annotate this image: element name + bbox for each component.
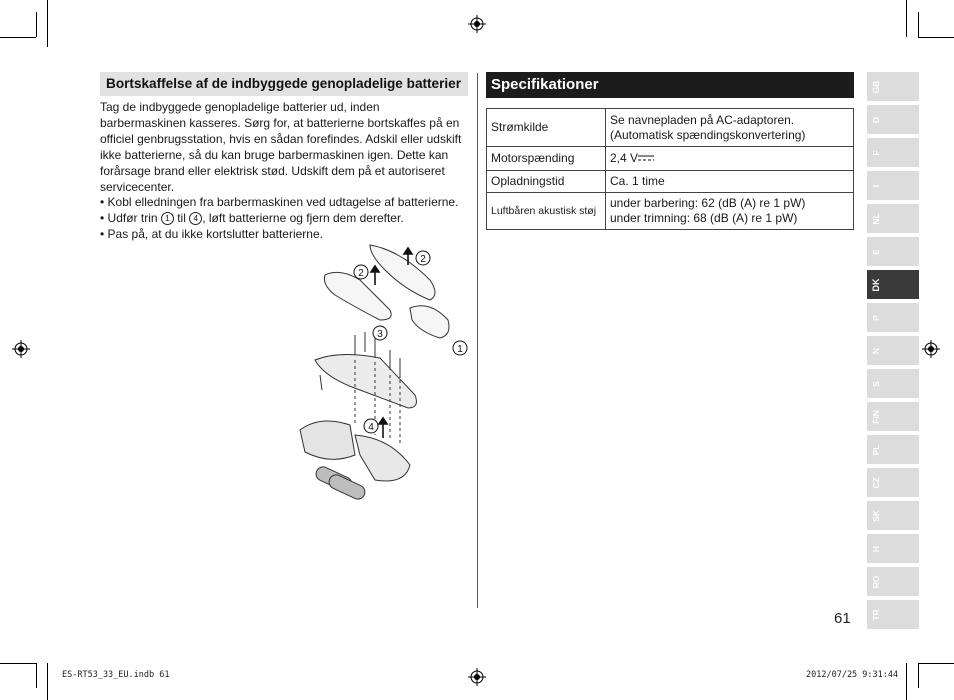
tab-f[interactable] bbox=[867, 138, 919, 167]
callout-label: 2 bbox=[358, 268, 364, 279]
crop-mark bbox=[0, 663, 36, 664]
spec-value-line: (Automatisk spændingskonvertering) bbox=[610, 127, 806, 142]
crop-mark bbox=[0, 37, 36, 38]
tab-pl[interactable] bbox=[867, 435, 919, 464]
crop-mark bbox=[906, 0, 907, 37]
spec-value-line: under barbering: 62 (dB (A) re 1 pW) bbox=[610, 196, 806, 210]
disposal-bullet-1: • Kobl elledningen fra barbermaskinen ved udtagelse af batterierne. bbox=[100, 195, 459, 210]
tab-dk[interactable] bbox=[867, 270, 919, 299]
specifications-section bbox=[486, 72, 854, 230]
tab-nl[interactable] bbox=[867, 204, 919, 233]
tab-n[interactable] bbox=[867, 336, 919, 365]
tab-label: FIN bbox=[871, 409, 881, 424]
crop-mark bbox=[47, 0, 48, 37]
dc-symbol-icon bbox=[638, 154, 654, 162]
table-row bbox=[487, 147, 854, 171]
disposal-section bbox=[100, 72, 468, 243]
crop-mark bbox=[918, 663, 919, 688]
crop-mark bbox=[36, 663, 37, 688]
tab-label: GB bbox=[871, 80, 881, 93]
tab-tr[interactable] bbox=[867, 600, 919, 629]
registration-mark-icon bbox=[468, 15, 486, 33]
crop-mark bbox=[47, 37, 48, 47]
tab-d[interactable] bbox=[867, 105, 919, 134]
tab-cz[interactable] bbox=[867, 468, 919, 497]
tab-e[interactable] bbox=[867, 237, 919, 266]
specifications-heading: Specifikationer bbox=[486, 72, 854, 98]
table-row bbox=[487, 193, 854, 230]
callout-label: 2 bbox=[420, 254, 426, 265]
page-number: 61 bbox=[834, 610, 851, 627]
disposal-paragraph: Tag de indbyggede genopladelige batterier ud, inden barbermaskinen kasseres. Sørg for, at batterierne bortskaffes på en officiel genbrugsstation, hvis en sådan forefindes. Adskil eller udskift ikke batterierne, så du kan bruge barbermaskinen igen. Dette kan forårsage brand eller elektrisk stød. Udskift dem på et autoriseret servicecenter. bbox=[100, 100, 462, 194]
callout-label: 4 bbox=[368, 422, 374, 433]
table-row bbox=[487, 171, 854, 193]
tab-label: PL bbox=[871, 444, 881, 455]
battery-removal-illustration bbox=[280, 240, 480, 500]
crop-mark bbox=[47, 663, 48, 700]
crop-mark bbox=[36, 12, 37, 37]
callout-label: 1 bbox=[457, 344, 463, 355]
crop-mark bbox=[918, 663, 954, 664]
spec-value bbox=[606, 147, 854, 171]
table-row bbox=[487, 109, 854, 147]
footer-date-time: 2012/07/25 9:31:44 bbox=[806, 670, 899, 680]
tab-ro[interactable] bbox=[867, 567, 919, 596]
spec-value: Ca. 1 time bbox=[606, 171, 854, 193]
tab-label: D bbox=[871, 116, 881, 123]
spec-label: Strømkilde bbox=[487, 109, 606, 147]
spec-label: Opladningstid bbox=[487, 171, 606, 193]
tab-fin[interactable] bbox=[867, 402, 919, 431]
spec-label: Motorspænding bbox=[487, 147, 606, 171]
tab-label: P bbox=[871, 314, 881, 321]
tab-label: SK bbox=[871, 509, 881, 522]
registration-mark-icon bbox=[922, 340, 940, 358]
step-number-circle: 1 bbox=[161, 212, 174, 225]
step-number-circle: 4 bbox=[189, 212, 202, 225]
registration-mark-icon bbox=[468, 668, 486, 686]
tab-label: RO bbox=[871, 575, 881, 588]
tab-label: DK bbox=[871, 278, 881, 291]
bullet-text: , løft batterierne og fjern dem derefter. bbox=[202, 211, 404, 226]
tab-label: I bbox=[871, 184, 881, 187]
tab-label: H bbox=[871, 545, 881, 552]
specifications-table bbox=[486, 108, 854, 230]
disposal-bullet-2 bbox=[100, 211, 468, 227]
spec-value bbox=[606, 109, 854, 147]
spec-value bbox=[606, 193, 854, 230]
spec-value-line: 2,4 V bbox=[610, 151, 639, 165]
crop-mark bbox=[918, 12, 919, 37]
tab-gb[interactable] bbox=[867, 72, 919, 101]
disposal-bullet-3: • Pas på, at du ikke kortslutter batterierne. bbox=[100, 227, 323, 242]
tab-label: S bbox=[871, 380, 881, 387]
tab-i[interactable] bbox=[867, 171, 919, 200]
crop-mark bbox=[906, 663, 907, 700]
tab-label: F bbox=[871, 149, 881, 156]
bullet-text: • Udfør trin bbox=[100, 211, 161, 226]
crop-mark bbox=[918, 37, 954, 38]
bullet-text: til bbox=[173, 211, 190, 226]
tab-label: CZ bbox=[871, 476, 881, 489]
tab-p[interactable] bbox=[867, 303, 919, 332]
tab-s[interactable] bbox=[867, 369, 919, 398]
tab-sk[interactable] bbox=[867, 501, 919, 530]
tab-label: E bbox=[871, 248, 881, 255]
tab-label: NL bbox=[871, 212, 881, 225]
disposal-heading: Bortskaffelse af de indbyggede genopladelige batterier bbox=[100, 72, 468, 96]
spec-label: Luftbåren akustisk støj bbox=[487, 193, 606, 230]
footer-file: ES-RT53_33_EU.indb 61 bbox=[62, 670, 170, 680]
spec-value-line: under trimning: 68 (dB (A) re 1 pW) bbox=[610, 211, 798, 225]
spec-value-line: Se navnepladen på AC-adaptoren. bbox=[610, 112, 795, 127]
tab-label: N bbox=[871, 347, 881, 354]
column-divider bbox=[477, 73, 478, 608]
callout-label: 3 bbox=[377, 329, 383, 340]
tab-h[interactable] bbox=[867, 534, 919, 563]
tab-label: TR bbox=[871, 608, 881, 621]
registration-mark-icon bbox=[12, 340, 30, 358]
